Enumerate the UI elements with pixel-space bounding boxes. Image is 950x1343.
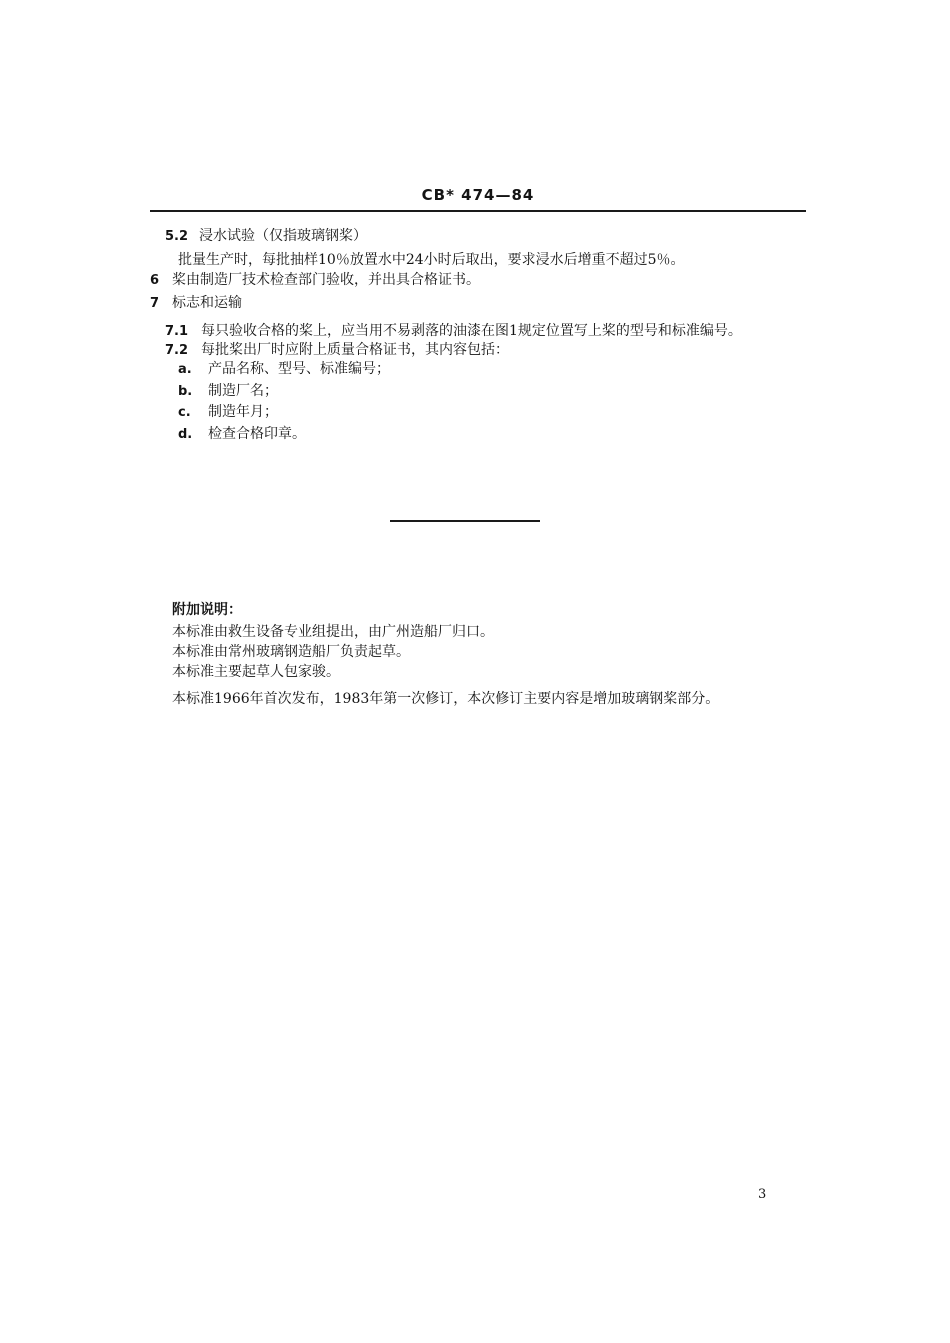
list-item: [178, 424, 306, 445]
notes-line: 本标准主要起草人包家骏。: [172, 664, 340, 680]
list-item: [178, 381, 278, 402]
section-number: 5.2: [165, 229, 189, 244]
list-item-text: 制造年月；: [208, 404, 278, 420]
section-title: 标志和运输: [172, 295, 242, 311]
list-item: [178, 359, 390, 380]
header-divider: [150, 210, 806, 212]
section-number: 7.1: [165, 324, 189, 339]
notes-line: 本标准1966年首次发布，1983年第一次修订，本次修订主要内容是增加玻璃钢桨部分。: [172, 691, 720, 707]
section-5-2-body: 批量生产时，每批抽样10％放置水中24小时后取出，要求浸水后增重不超过5％。: [178, 252, 685, 268]
section-title: 浸水试验（仅指玻璃钢桨）: [199, 228, 367, 244]
section-6: [150, 270, 480, 291]
notes-line: 本标准由救生设备专业组提出，由广州造船厂归口。: [172, 624, 494, 640]
list-item-label: a.: [178, 362, 192, 377]
section-7-heading: [150, 293, 242, 314]
section-5-2-heading: [165, 226, 367, 247]
list-item-text: 产品名称、型号、标准编号；: [208, 361, 390, 377]
section-number: 7: [150, 296, 160, 311]
section-text: 每批桨出厂时应附上质量合格证书，其内容包括：: [201, 342, 509, 358]
section-text: 每只验收合格的桨上，应当用不易剥落的油漆在图1规定位置写上桨的型号和标准编号。: [201, 323, 742, 339]
section-number: 6: [150, 273, 160, 288]
notes-line: 本标准由常州玻璃钢造船厂负责起草。: [172, 644, 410, 660]
notes-title: 附加说明：: [172, 602, 242, 618]
document-header-code: CB* 474—84: [421, 186, 535, 204]
list-item: [178, 402, 278, 423]
section-7-1: [165, 321, 742, 342]
list-item-label: c.: [178, 405, 191, 420]
section-text: 桨由制造厂技术检查部门验收，并出具合格证书。: [172, 272, 480, 288]
list-item-text: 制造厂名；: [208, 383, 278, 399]
list-item-label: d.: [178, 427, 193, 442]
end-of-text-rule: [390, 520, 540, 522]
page-number: 3: [758, 1187, 767, 1202]
list-item-text: 检查合格印章。: [208, 426, 306, 442]
section-number: 7.2: [165, 343, 189, 358]
list-item-label: b.: [178, 384, 193, 399]
section-7-2: [165, 340, 509, 361]
